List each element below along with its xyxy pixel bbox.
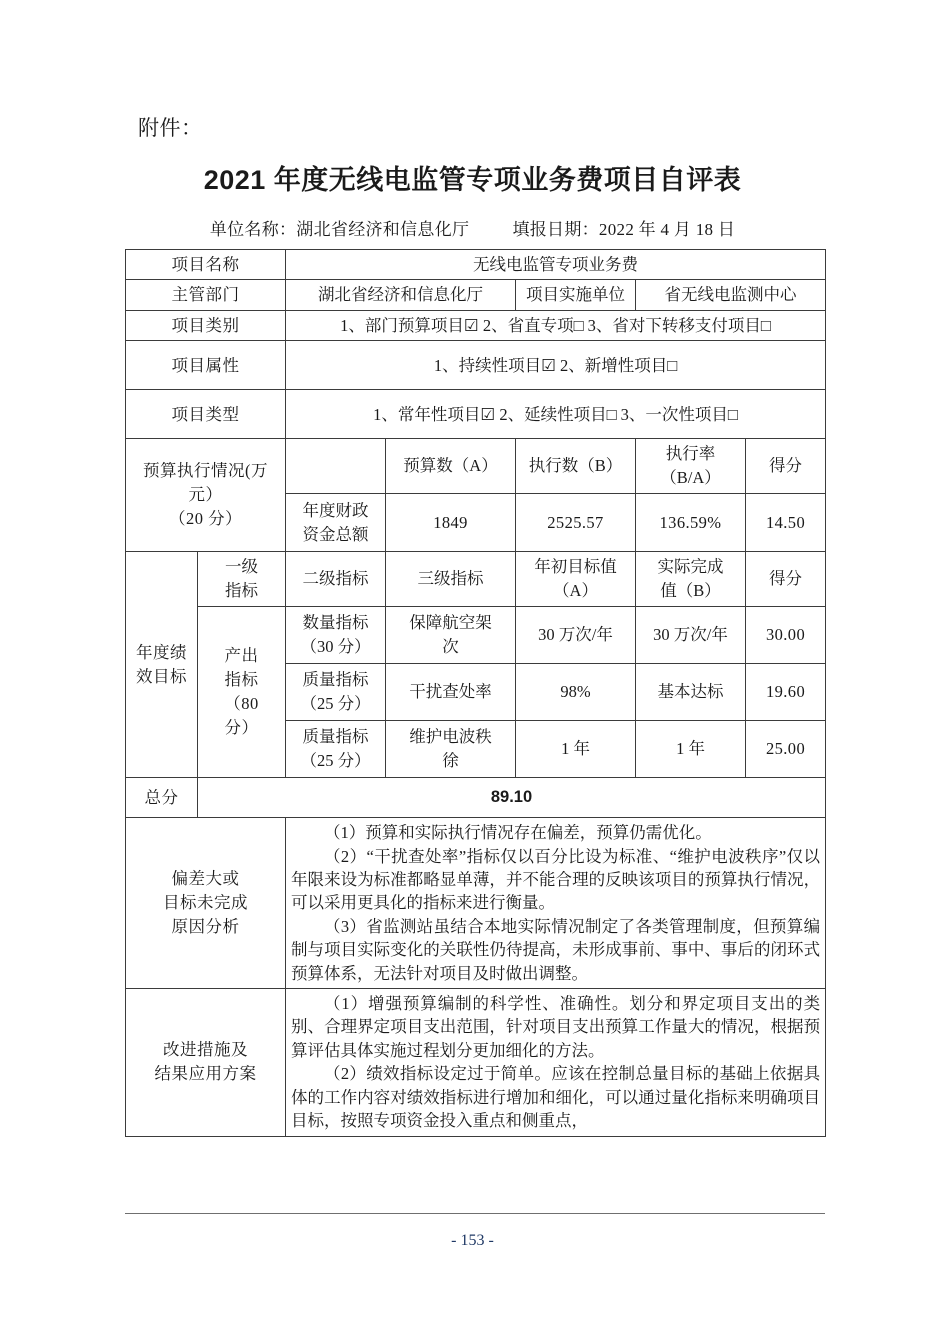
improvement-measures-content: [286, 989, 826, 1137]
table-row-deviation-analysis: [126, 818, 826, 989]
deviation-analysis-label: 偏差大或 目标未完成 原因分析: [126, 818, 286, 989]
project-name-label: 项目名称: [126, 250, 286, 280]
indicator-score: 19.60: [746, 664, 826, 721]
deviation-analysis-content: [286, 818, 826, 989]
table-row-performance-header: [126, 552, 826, 607]
budget-amount-b: 2525.57: [516, 494, 636, 552]
output-indicator-label: 产出 指标 （80 分）: [198, 607, 286, 778]
table-row-type: [126, 390, 826, 439]
actual-value-header: 实际完成 值（B）: [636, 552, 746, 607]
document-meta: [0, 215, 945, 240]
table-row-category: [126, 310, 826, 340]
budget-score: 14.50: [746, 494, 826, 552]
budget-header-rate: 执行率 （B/A）: [636, 439, 746, 494]
self-evaluation-table: [125, 249, 826, 1137]
indicator-actual: 30 万次/年: [636, 607, 746, 664]
level2-indicator-header: 二级指标: [286, 552, 386, 607]
budget-amount-a: 1849: [386, 494, 516, 552]
project-category-options: 1、部门预算项目☑ 2、省直专项□ 3、省对下转移支付项目□: [286, 310, 826, 340]
indicator-actual: 基本达标: [636, 664, 746, 721]
table-row-indicator-quantity: [126, 607, 826, 664]
deviation-paragraph: （1）预算和实际执行情况存在偏差，预算仍需优化。: [324, 823, 712, 843]
indicator-score: 30.00: [746, 607, 826, 664]
budget-execution-rate: 136.59%: [636, 494, 746, 552]
footer-divider: [125, 1213, 825, 1214]
report-date-label: 填报日期：2022 年 4 月 18 日: [512, 220, 736, 239]
project-category-label: 项目类别: [126, 310, 286, 340]
implementation-unit-label: 项目实施单位: [516, 280, 636, 310]
budget-header-executed: 执行数（B）: [516, 439, 636, 494]
table-row-project-name: [126, 250, 826, 280]
indicator-target: 1 年: [516, 721, 636, 778]
table-row-total-score: [126, 778, 826, 818]
project-type-options: 1、常年性项目☑ 2、延续性项目□ 3、一次性项目□: [286, 390, 826, 439]
project-attribute-options: 1、持续性项目☑ 2、新增性项目□: [286, 341, 826, 390]
total-score-value: 89.10: [198, 778, 826, 818]
authority-value: 湖北省经济和信息化厅: [286, 280, 516, 310]
indicator-score: 25.00: [746, 721, 826, 778]
indicator-target: 98%: [516, 664, 636, 721]
indicator-level3: 保障航空架 次: [386, 607, 516, 664]
page-number: - 153 -: [451, 1232, 494, 1249]
improvement-measures-label: 改进措施及 结果应用方案: [126, 989, 286, 1137]
indicator-level2: 质量指标 （25 分）: [286, 664, 386, 721]
total-score-label: 总分: [126, 778, 198, 818]
attachment-label: 附件：: [138, 116, 203, 140]
budget-header-planned: 预算数（A）: [386, 439, 516, 494]
budget-row-label: 年度财政 资金总额: [286, 494, 386, 552]
authority-label: 主管部门: [126, 280, 286, 310]
unit-name-label: 单位名称：湖北省经济和信息化厅: [209, 220, 470, 239]
performance-section-label: 年度绩 效目标: [126, 552, 198, 778]
indicator-level3: 干扰查处率: [386, 664, 516, 721]
project-name-value: 无线电监管专项业务费: [286, 250, 826, 280]
level3-indicator-header: 三级指标: [386, 552, 516, 607]
target-value-header: 年初目标值 （A）: [516, 552, 636, 607]
deviation-paragraph: （3）省监测站虽结合本地实际情况制定了各类管理制度，但预算编制与项目实际变化的关联性仍待提高，未形成事前、事中、事后的闭环式预算体系，无法针对项目及时做出调整。: [291, 916, 821, 983]
deviation-paragraph: （2）“干扰查处率”指标仅以百分比设为标准、“维护电波秩序”仅以年限来设为标准都略显单薄，并不能合理的反映该项目的预算执行情况，可以采用更具化的指标来进行衡量。: [291, 846, 821, 913]
table-row-budget-header: [126, 439, 826, 494]
budget-header-blank: [286, 439, 386, 494]
indicator-level3: 维护电波秩 徐: [386, 721, 516, 778]
page-title: 2021 年度无线电监管专项业务费项目自评表: [203, 165, 742, 195]
table-row-authority: [126, 280, 826, 310]
table-row-attribute: [126, 341, 826, 390]
indicator-level2: 质量指标 （25 分）: [286, 721, 386, 778]
table-row-improvement-measures: [126, 989, 826, 1137]
improvement-paragraph: （1）增强预算编制的科学性、准确性。划分和界定项目支出的类别、合理界定项目支出范围，针对项目支出预算工作量大的情况，根据预算评估具体实施过程划分更加细化的方法。: [291, 994, 821, 1060]
improvement-paragraph: （2）绩效指标设定过于简单。应该在控制总量目标的基础上依据具体的工作内容对绩效指标进行增加和细化，可以通过量化指标来明确项目目标，按照专项资金投入重点和侧重点，: [291, 1064, 821, 1131]
indicator-level2: 数量指标 （30 分）: [286, 607, 386, 664]
budget-section-label: 预算执行情况(万 元） （20 分）: [126, 439, 286, 552]
implementation-unit-value: 省无线电监测中心: [636, 280, 826, 310]
indicator-target: 30 万次/年: [516, 607, 636, 664]
project-attribute-label: 项目属性: [126, 341, 286, 390]
self-evaluation-table-wrapper: [125, 249, 825, 1137]
level1-indicator-header: 一级 指标: [198, 552, 286, 607]
performance-score-header: 得分: [746, 552, 826, 607]
project-type-label: 项目类型: [126, 390, 286, 439]
indicator-actual: 1 年: [636, 721, 746, 778]
budget-header-score: 得分: [746, 439, 826, 494]
